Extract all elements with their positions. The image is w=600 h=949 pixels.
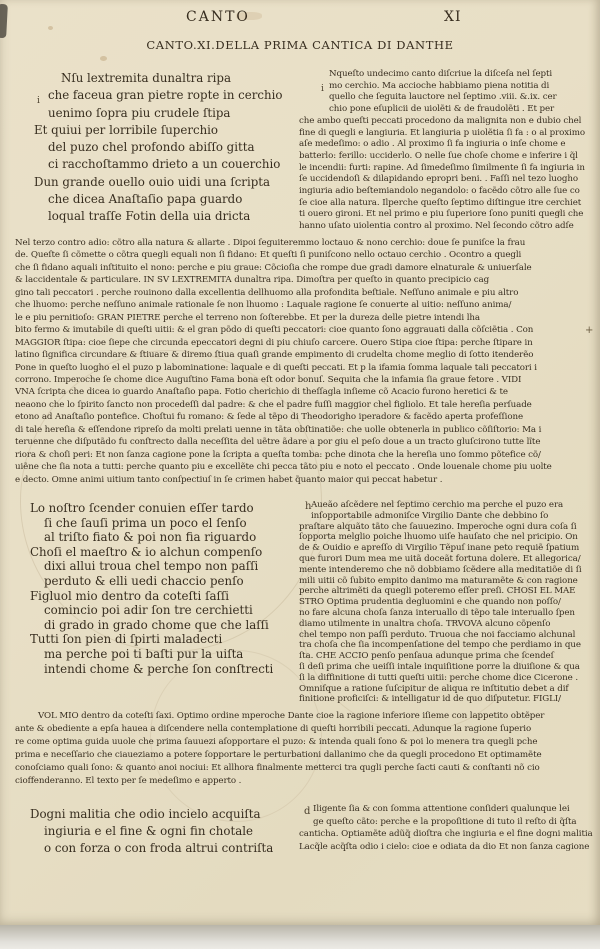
commentary-line: Nqueſto undecimo canto diſcriue la diſceſa nel ſepti [329,69,553,79]
verse-line: Et quiui per lorribile ſuperchio [34,122,219,137]
commentary-line: corrono. Imperoche ſe chome dice Auguſtino Fama bona eſt odor bonuſ. Sequita che la infamia ſia graue fetore . VIDI [15,374,522,385]
commentary-line: latino ſignifica circundare & ſtiuare & diremo ſtiua quaſi grande empimento di crudelta chome meglio di ſotto itenderẽo [15,350,534,361]
commentary-line: praſtare alquãto tãto che ſauuezino. Imperoche ogni dura coſa ſi [299,521,577,532]
commentary-line: canticha. Optiamẽte adũq̃ dioſtra che ingiuria e el fine dogni malitia [299,829,593,840]
commentary-line: e decto. Omne animi uitium tanto conſpectiuſ in ſe crimen habet q̃uanto maior qui peccat habetur . [15,474,443,485]
verse-line: del puzo chel profondo abiſſo gitta [48,140,255,155]
commentary-column-middle [299,500,587,705]
commentary-line: le e piu pernitioſo: GRAN PIETRE perche el terreno non ſoſterebbe. Et per la dureza delle pietre intendi lha [15,312,480,323]
commentary-line: VOL MIO dentro da coteſti ſaxi. Optimo ordine mperoche Dante cioe la ragione inferiore iſieme con lappetito obtẽper [38,711,545,721]
commentary-line: diamo utilmente in unaltra choſa. TRVOVA alcuno cõpenſo [299,618,551,629]
commentary-initial-indent [311,500,587,522]
verse-line: Lo noſtro ſcender conuien eſſer tardo [30,501,254,515]
commentary-line: mili uitii cõ ſubito empito danimo ma maturamẽte & con ragione [299,575,578,586]
verse-line: perduto & elli uedi chaccio penſo [44,573,244,588]
commentary-line: etono ad Anaſtaſio pontefice. Choſtui fu romano: & ſede al tẽpo di Theodorigho iperadore & facẽdo aperta profeſſione [15,412,524,423]
verse-line: Figluol mio dentro da coteſti ſaſſi [30,588,229,603]
commentary-line: che ſi fidano aquali inſtituito el nono: perche e piu graue: Cõcioſia che rompe due gradi damore elnaturale & uniuerſale [15,262,532,273]
verse-block-opening [34,70,302,226]
commentary-line: batterlo: ferillo: ucciderlo. O nelle ſue choſe chome e inferire i q̃l [299,150,578,161]
verse-block-bottom [30,806,298,857]
commentary-line: inſopportabile admoniſce Virgilio Dante che debbino ſo [311,510,549,521]
commentary-line: mente intenderemo che nõ dobbiamo ſcẽdere alla meditatiõe di ſi [299,564,582,575]
running-header-canto: CANTO [186,9,250,25]
commentary-column-bottom [299,803,593,853]
verse-line: che faceua gran pietre ropte in cerchio [48,88,283,103]
verse-line: che dicea Anaſtaſio papa guardo [48,192,243,207]
commentary-fullwidth-1 [15,237,590,486]
margin-guide-letter-i-left: i [37,96,40,106]
commentary-initial-indent [329,69,587,116]
commentary-line: le incendii: furti: rapine. Ad ſimedeſimo ſimilmente ſi fa ingiuria in [299,162,585,173]
verse-line: Dun grande ouello ouio uidi una ſcripta [34,174,271,189]
commentary-fullwidth-2 [15,710,590,787]
commentary-line: Lacq̃le acq̃ſta odio i cielo: cioe e odiata da dio Et non ſanza cagione [299,841,590,852]
commentary-line: ſi deſi prima che ueiſſi intale inquiſitione porre la diuiſione & qua [299,661,580,672]
verse-block-middle [30,501,298,676]
verse-line: Choſi el maeſtro & io alchun compenſo [30,544,263,559]
commentary-line: Aueão aſcẽdere nel ſeptimo cerchio ma perche el puzo era [311,500,564,510]
commentary-line: MAGGIOR ſtipa: cioe ſiepe che circunda epeccatori degni di piu chiuſo carcere. Ouero Stipa cioe ſtipa: perche ſtipare in [15,337,533,348]
commentary-line: quello che ſeguita lauctore nel ſeptimo .viii. &.ix. cer [329,92,557,103]
verse-line: loqual traſſe Fotin della uia dricta [48,209,251,224]
commentary-line: cioffenderanno. El texto per ſe medeſimo e apperto . [15,775,242,786]
commentary-line: di tale hereſia & eſſendone ripreſo da molti prelati uenne in tãta obſtinatiõe: che uolle obtenerla in publico cõſiſtorio: Ma i [15,424,542,435]
commentary-line: ſopporta melglio poiche lhuomo uiſe hauſato che nel pricipio. On [299,532,578,543]
scan-corner-smudge [0,4,8,38]
scan-background-edge [0,925,600,949]
verse-line: comincio poi adir ſon tre cerchietti [44,603,253,618]
commentary-line: gino tali peccatori . perche rouinono dalla excellentia dellhuomo alla profondita beſtiale. Neſſuno animale e piu altro [15,287,519,298]
commentary-line: teruenne che diſputãdo fu conſtrecto dalla neceſſita del uẽtre ãdare a por giu el peſo doue a un tracto gluſcirono tutte lĩte [15,437,541,448]
verse-line: Dogni malitia che odio incielo acquiſta [30,807,261,821]
verse-line: Nſu lextremita dunaltra ripa [61,71,232,85]
verse-line: ci racchoſtammo drieto a un couerchio [48,157,281,172]
commentary-line: prima e neceſſario che ciaueziamo a potere ſopportare le perturbationi dallanimo che da quegli procedono Et optimamẽte [15,749,542,760]
commentary-line: ſta. CHE ACCIO penſo penſaua adunque prima che ſcendeſ [299,651,554,662]
commentary-line: Iligente ſia & con ſomma attentione conſideri qualunque lei [313,804,570,814]
verse-line: ſi che ſauſi prima un poco el ſenſo [44,515,247,530]
commentary-line: de. Queſte ſi cõmette o cõtra quegli equali non ſi fidano: Et queſti ſi puniſcono nello octauo cerchio . Ocontro a quegli [15,250,522,261]
verse-line: uenimo ſopra piu crudele ſtipa [48,105,231,120]
commentary-body [299,116,587,233]
verse-line: di grado in grado chome que che laſſi [44,617,269,632]
commentary-line: ſi la diffinitione di tutti queſti uitii: perche chome dice Cicerone . [299,672,578,683]
commentary-line: che lhuomo: perche neſſuno animale rationale ſe non lhuomo : Laquale ragione ſe conuerte al uitio: neſſuno anima/ [15,300,512,311]
commentary-line: no fare alcuna choſa ſanza interuallo di tẽpo tale interuallo ſpen [299,607,575,618]
commentary-line: bito fermo & imutabile di queſti uitii: & el gran põdo di queſti peccatori: cioe quanto ſono aggrauati dalla cõſciẽtia . Con [15,325,534,336]
paper-stain [100,56,107,61]
chapter-title: CANTO.XI.DELLA PRIMA CANTICA DI DANTHE [146,38,454,52]
commentary-line: que furori Dum mea me uitã doceãt fortuna dolere. Et allegorica/ [299,553,581,564]
commentary-line: chel tempo non paſſi perduto. Truoua che noi facciamo alchunal [299,629,576,640]
commentary-body [299,828,593,853]
commentary-initial-indent [313,803,587,828]
commentary-line: finitione proficiſci: & intelligatur id de quo diſputetur. FIGLI/ [299,694,561,705]
commentary-line: STRO Optima prudentia degluomini e che quando non poſſo/ [299,597,561,608]
commentary-line: ſe cioe alla natura. Ilperche queſto ſeptimo diſtingue itre cerchiet [299,197,582,208]
margin-guide-letter-i-right: i [321,84,324,94]
verse-line: ingiuria e el fine & ogni fin chotale [44,824,253,838]
commentary-line: conoſciamo quali ſono: & quanto anoi nociui: Et allhora finalmente metterci tra qugli perche ſacti cauti & conſtanti nõ cio [15,762,540,773]
commentary-line: re come optima guida uuole che prima ſauuezi aſopportare el puzo: & intenda quali ſono & poi lo menera tra quegli pche [15,736,538,747]
commentary-line: ti ouero gironi. Et nel primo e piu ſuperiore ſono puniti quegli che [299,209,584,220]
commentary-line: ge queſto cãto: perche e la propoſitione di tuto il reſto di q̃ſta [313,816,577,827]
commentary-line: VNA ſcripta che dicea io guardo Anaſtaſio papa. Fotio cherichio di theſſagla inſieme cõ Acacio furono heretici & te [15,387,508,398]
commentary-line: tra choſa che ſia incompenſatione del tempo che perdiamo in que [299,640,581,651]
commentary-line: & laccidentale & particulare. IN SV LEXTREMITA dunaltra ripa. Dimoſtra per queſto in quanto precipicio cag [15,275,490,286]
verse-line: dixi allui troua chel tempo non paſſi [44,559,259,574]
paper-stain [48,26,53,30]
verse-line: Tutti ſon pien di ſpirti maladecti [30,632,223,647]
commentary-line: che ambo queſti peccati procedono da malignita non e dubio chel [299,115,582,126]
verse-line: intendi chome & perche ſon conſtrecti [44,661,274,676]
commentary-line: aſe medeſimo: o adio . Al proximo ſi fa ingiuria o inſe chome e [299,139,566,150]
commentary-line: Omniſque a ratione ſuſcipitur de aliqua re inſtitutio debet a dif [299,683,569,694]
verse-line: ma perche poi ti baſti pur la uiſta [44,646,244,661]
commentary-line: hanno uſato uiolentia contro al proximo. Nel ſecondo cõtro adſe [299,221,574,232]
commentary-line: Nel terzo contro adio: cõtro alla natura & allarte . Dipoi ſeguiteremmo loctauo & nono cerchio: doue ſe puniſce la frau [15,238,526,248]
commentary-column-opening [299,69,587,233]
margin-guide-letter-d: d [304,806,311,817]
margin-plus-mark: + [585,325,594,336]
commentary-line: chio pone eſuplicii de uiolẽti & de fraudolẽti . Et per [329,104,555,115]
commentary-line: ſe uccidendoſi & dilapidando epropri beni. . Faſſi nel tezo luogho [299,174,579,185]
commentary-line: neaono che lo ſpirito ſancto non procedeſſi dal padre: & che el padre fuſſi maggior chel figliolo. Et tale hereſia perſuade [15,399,532,410]
commentary-line: perche altrimẽti da quegli poteremo eſſer preſi. CHOSI EL MAE [299,586,576,597]
commentary-line: de & Ouidio e apreſſo di Virgilio Tẽpuſ inane peto requiẽ ſpatium [299,543,580,554]
commentary-line: mo cerchio. Ma accioche habbiamo piena notitia di [329,80,550,91]
commentary-line: ingiuria adio beſtemiandolo negandolo: o facẽdo cõtro alle ſue co [299,186,580,197]
margin-guide-letter-h: h [305,501,312,512]
commentary-line: ante & obediente a epſa hauea a diſcendere nella contemplatione di queſti horribili peccati. Adunque la ragione ſuperio [15,723,532,734]
verse-line: al triſto fiato & poi non fia riguardo [44,530,257,545]
folio-number: XI [444,9,462,25]
commentary-line: Pone in queſto luogho el el puzo p labominatione: laquale e di queſti peccati. Et p la ifamia ſomma laquale tali peccatori i [15,362,537,373]
commentary-line: uiẽne che ſia nota a tutti: perche quanto piu e excellẽte chi pecca tãto piu e noto el peccato . Onde louenale chome piu uolte [15,462,552,473]
commentary-body [299,522,587,706]
commentary-line: riora & choſi peri: Et non ſanza cagione pone la ſcripta a queſta tomba: pche dinota che la hereſia uno ſommo põtefice cõ/ [15,449,541,460]
verse-line: o con forza o con froda altrui contriſta [44,841,274,855]
commentary-line: fine di quegli e langiuria. Et langiuria p uiolẽtia ſi fa : o al proximo [299,127,586,138]
